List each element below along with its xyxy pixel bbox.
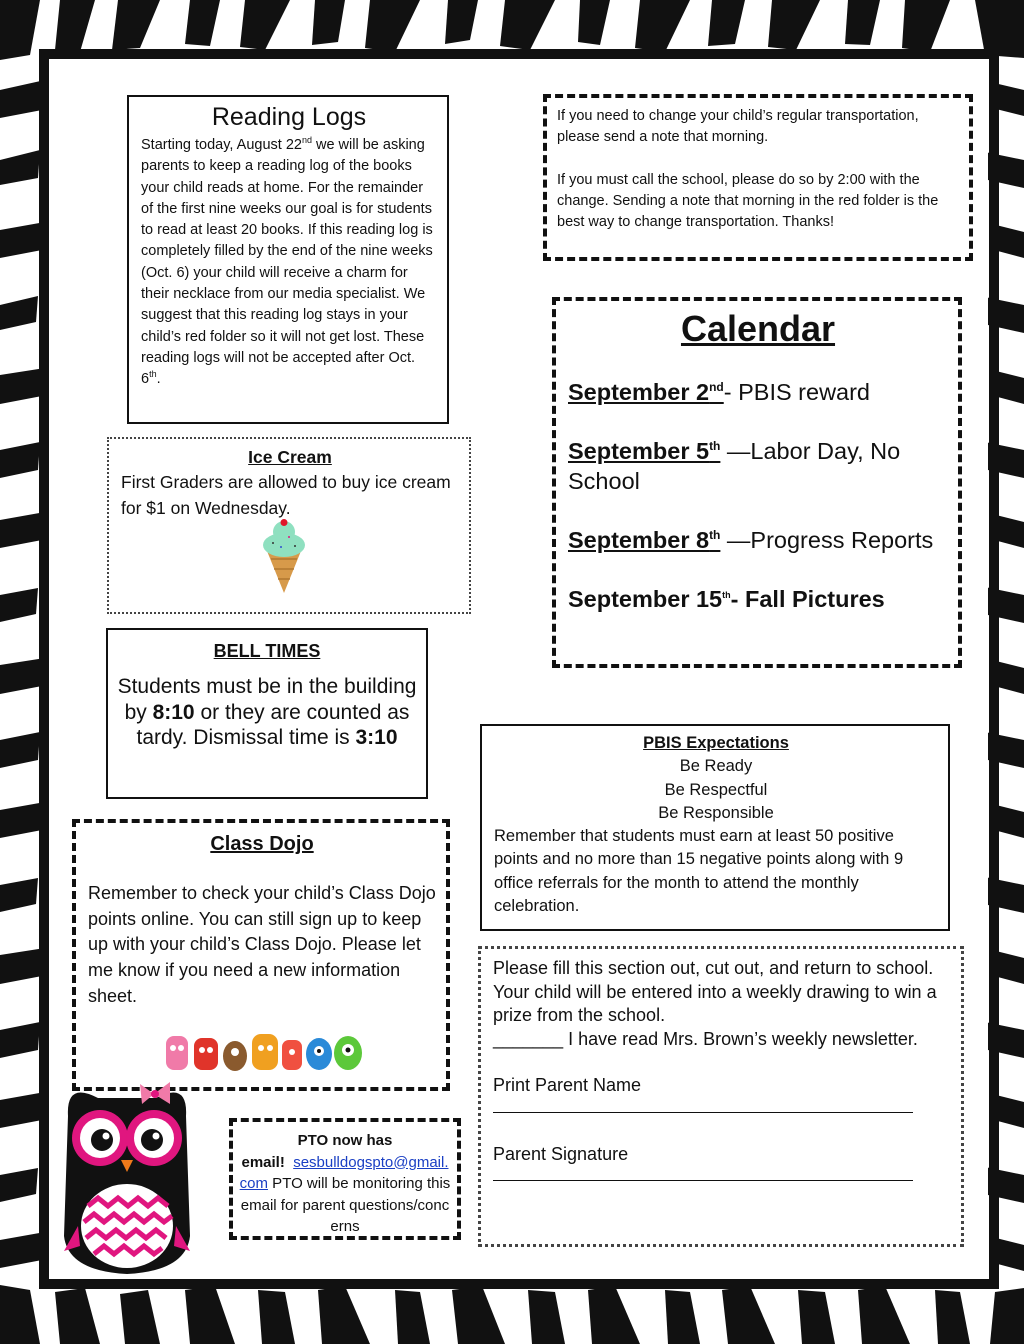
ice-cream-title: Ice Cream xyxy=(248,447,332,467)
class-dojo-box xyxy=(72,819,450,1091)
pbis-item: Be Ready xyxy=(679,757,753,776)
event-desc: Fall Pictures xyxy=(745,586,885,612)
event-sep: — xyxy=(720,438,751,464)
calendar-event xyxy=(568,436,948,496)
signature-label: Parent Signature xyxy=(493,1143,629,1164)
calendar-box xyxy=(552,297,962,668)
ice-cream-box xyxy=(107,437,471,614)
bell-times-body: Students must be in the building by 8:10 or they are counted as tardy. Dismissal time is 3:10 xyxy=(117,675,417,749)
event-desc: PBIS reward xyxy=(738,379,871,405)
event-date: September 2nd xyxy=(568,379,724,405)
print-name-field[interactable] xyxy=(493,1098,913,1113)
event-desc: Progress Reports xyxy=(750,527,934,553)
transportation-para-2: If you must call the school, please do so by 2:00 with the change. Sending a note that morning in the red folder is the best way to change transportation. Thanks! xyxy=(557,171,939,231)
ice-cream-body: First Graders are allowed to buy ice cream for $1 on Wednesday. xyxy=(121,472,451,518)
transportation-box xyxy=(543,94,973,261)
reading-logs-title: Reading Logs xyxy=(211,103,367,131)
pto-box xyxy=(229,1118,461,1240)
reading-logs-box xyxy=(127,95,449,424)
reading-logs-body xyxy=(141,135,437,391)
pbis-body: Remember that students must earn at least 50 positive points and no more than 15 negative points along with 9 office referrals for the month to attend the monthly celebration. xyxy=(494,827,904,916)
class-dojo-monsters-icon xyxy=(164,1026,364,1076)
event-date: September 5th xyxy=(568,438,721,464)
ice-cream-cone-icon xyxy=(259,519,309,594)
owl-icon xyxy=(58,1076,196,1276)
bell-times-title: BELL TIMES xyxy=(213,641,321,661)
reading-logs-text-1: Starting today, August 22 xyxy=(141,137,302,153)
event-sep: - xyxy=(723,379,739,405)
pbis-item: Be Respectful xyxy=(664,780,768,799)
pto-email-link[interactable]: sesbulldogspto@gmail.com xyxy=(239,1153,449,1192)
event-date: September 8th xyxy=(568,527,721,553)
reading-logs-sup-2: th xyxy=(149,369,157,380)
calendar-event xyxy=(568,525,948,555)
pto-body: email! sesbulldogspto@gmail.com PTO will be monitoring this email for parent questions/concerns xyxy=(239,1153,451,1235)
transportation-para-1: If you need to change your child’s regular transportation, please send a note that morning. xyxy=(557,108,919,146)
calendar-event xyxy=(568,377,948,407)
event-sep: — xyxy=(720,527,751,553)
event-date: September 15th xyxy=(568,586,731,612)
pbis-box xyxy=(480,724,950,931)
reading-logs-text-3: . xyxy=(156,371,161,388)
signature-field[interactable] xyxy=(493,1166,913,1181)
calendar-event xyxy=(568,584,948,614)
reading-logs-text-2: we will be asking parents to keep a reading log of the books your child reads at home. For the remainder of the first nine weeks our goal is for students to read at least 20 books. If this reading log is completely filled by the end of the nine weeks (Oct. 6) your child will receive a charm for their necklace from our media specialist. We suggest that this reading log stays in your child’s red folder so it will not get lost. These reading logs will not be accepted after Oct. 6 xyxy=(141,137,433,388)
return-slip-box xyxy=(478,946,964,1247)
newsletter-page xyxy=(50,60,988,1278)
event-sep: - xyxy=(730,586,745,612)
class-dojo-title: Class Dojo xyxy=(210,833,314,855)
pbis-item: Be Responsible xyxy=(658,803,774,822)
bell-times-box xyxy=(106,628,428,799)
print-name-label: Print Parent Name xyxy=(493,1075,642,1095)
acknowledge-blank[interactable]: _______ xyxy=(493,1028,564,1049)
return-slip-statement: _______ I have read Mrs. Brown’s weekly newsletter. xyxy=(493,1028,918,1049)
reading-logs-sup-1: nd xyxy=(301,135,312,146)
calendar-title: Calendar xyxy=(680,308,836,349)
return-slip-intro: Please fill this section out, cut out, and return to school. Your child will be entered into a weekly drawing to win a prize from the school. xyxy=(493,958,937,1025)
event-desc: Labor Day, No School xyxy=(568,438,901,494)
pto-line-1: PTO now has xyxy=(297,1132,393,1149)
pbis-title: PBIS Expectations xyxy=(643,734,789,752)
class-dojo-body: Remember to check your child’s Class Dojo points online. You can still sign up to keep up with your child’s Class Dojo. Please let me know if you need a new information sheet. xyxy=(88,883,436,1006)
